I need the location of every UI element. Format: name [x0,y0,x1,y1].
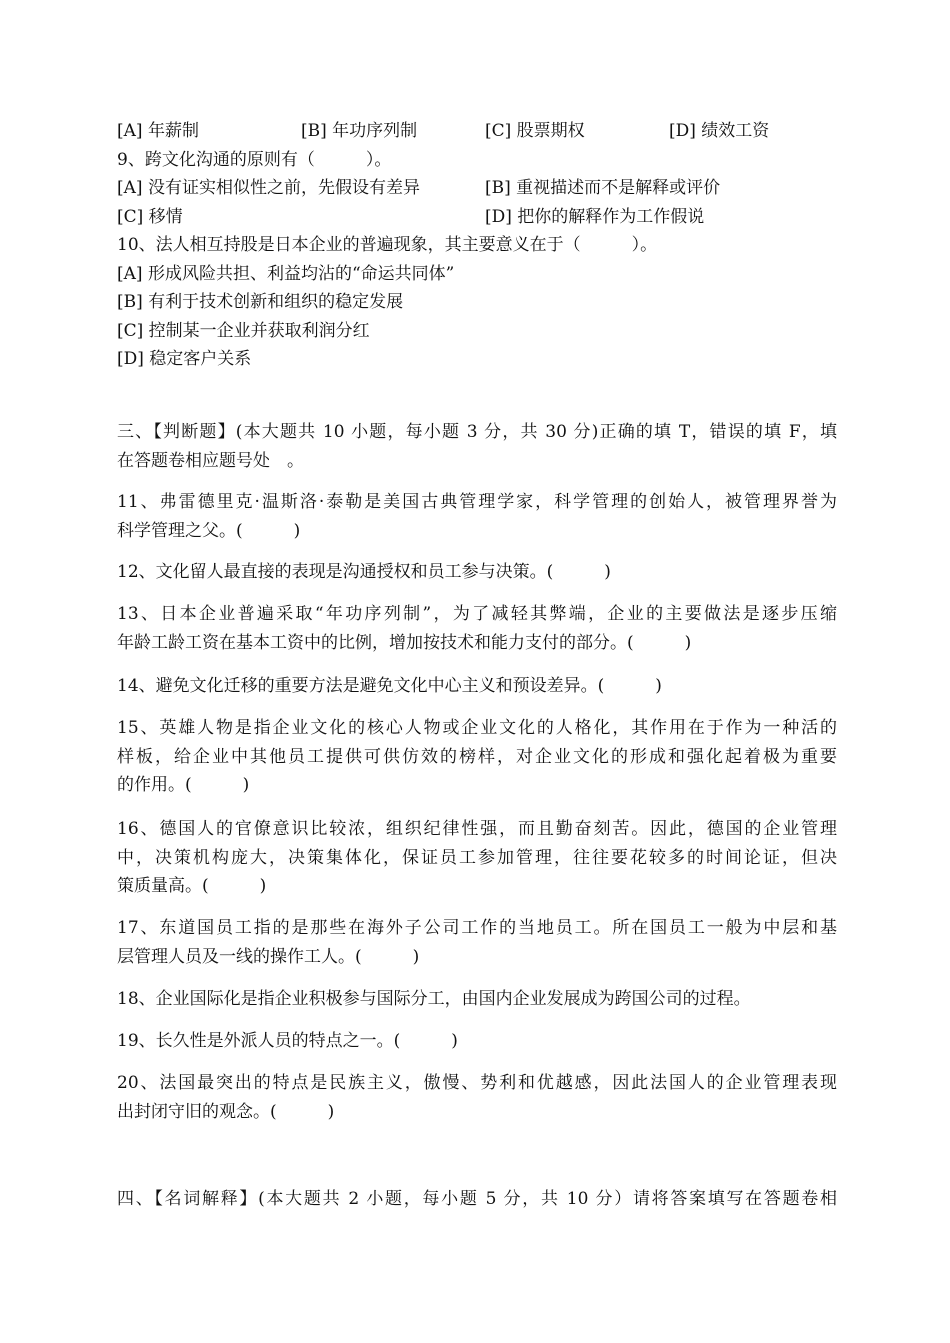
section3-line1: 三、【判断题】(本大题共 10 小题，每小题 3 分，共 30 分)正确的填 T，错误的填 F，填 [117,422,837,442]
tf-line: 中，决策机构庞大，决策集体化，保证员工参加管理，往往要花较多的时间论证，但决 [117,847,837,868]
q8-option-a: [A] 年薪制 [117,121,199,141]
q9-options-row2 [117,206,853,228]
tf-line: 19、长久性是外派人员的特点之一。( ) [117,1031,458,1051]
tf-line: 17、东道国员工指的是那些在海外子公司工作的当地员工。所在国员工一般为中层和基 [117,918,837,938]
q10-stem: 10、法人相互持股是日本企业的普遍现象，其主要意义在于（ ）。 [117,235,658,255]
tf-line: 出封闭守旧的观念。( ) [117,1101,335,1122]
q9-stem: 9、跨文化沟通的原则有（ ）。 [117,150,392,170]
tf-line: 15、英雄人物是指企业文化的核心人物或企业文化的人格化，其作用在于作为一种活的 [117,718,837,738]
tf-question-12 [117,558,837,587]
tf-question-14 [117,672,837,701]
tf-line: 年龄工龄工资在基本工资中的比例，增加按技术和能力支付的部分。( ) [117,632,692,653]
tf-line: 14、避免文化迁移的重要方法是避免文化中心主义和预设差异。( ) [117,676,662,696]
tf-question-17 [117,914,837,971]
tf-question-18 [117,985,837,1014]
tf-line: 20、法国最突出的特点是民族主义，傲慢、势利和优越感，因此法国人的企业管理表现 [117,1073,837,1093]
q9-option-a: [A] 没有证实相似性之前，先假设有差异 [117,178,420,198]
section3-line2: 在答题卷相应题号处 。 [117,450,304,471]
q10-option-d: [D] 稳定客户关系 [117,349,252,369]
q9-option-d: [D] 把你的解释作为工作假说 [485,207,705,227]
q8-option-c: [C] 股票期权 [485,121,585,141]
tf-line: 12、文化留人最直接的表现是沟通授权和员工参与决策。( ) [117,562,611,582]
tf-line: 的作用。( ) [117,775,250,795]
tf-line: 科学管理之父。( ) [117,520,301,541]
section4-line1: 四、【名词解释】(本大题共 2 小题，每小题 5 分，共 10 分）请将答案填写在答题卷相 [117,1189,837,1209]
q8-option-d: [D] 绩效工资 [669,121,770,141]
tf-line: 18、企业国际化是指企业积极参与国际分工，由国内企业发展成为跨国公司的过程。 [117,989,751,1009]
tf-question-16 [117,815,837,901]
tf-question-13 [117,600,837,657]
section4-heading [117,1185,837,1214]
tf-question-11 [117,488,837,545]
q9-options-row1 [117,177,853,199]
q10-option-c: [C] 控制某一企业并获取利润分红 [117,321,370,341]
tf-line: 样板，给企业中其他员工提供可供仿效的榜样，对企业文化的形成和强化起着极为重要 [117,746,837,767]
q10-option-b: [B] 有利于技术创新和组织的稳定发展 [117,292,404,312]
tf-question-15 [117,714,837,800]
tf-line: 16、德国人的官僚意识比较浓，组织纪律性强，而且勤奋刻苦。因此，德国的企业管理 [117,819,837,839]
tf-question-20 [117,1069,837,1126]
tf-line: 层管理人员及一线的操作工人。( ) [117,946,420,967]
q8-options [117,120,853,142]
q9-option-b: [B] 重视描述而不是解释或评价 [485,178,721,198]
tf-line: 13、日本企业普遍采取“年功序列制”，为了减轻其弊端，企业的主要做法是逐步压缩 [117,604,837,624]
q8-option-b: [B] 年功序列制 [301,121,418,141]
q10-option-a: [A] 形成风险共担、利益均沾的“命运共同体” [117,264,455,284]
tf-line: 11、弗雷德里克·温斯洛·泰勒是美国古典管理学家，科学管理的创始人，被管理界誉为 [117,492,837,512]
q9-option-c: [C] 移情 [117,207,183,227]
tf-question-19 [117,1027,837,1056]
tf-line: 策质量高。( ) [117,876,267,896]
section3-heading [117,418,837,475]
